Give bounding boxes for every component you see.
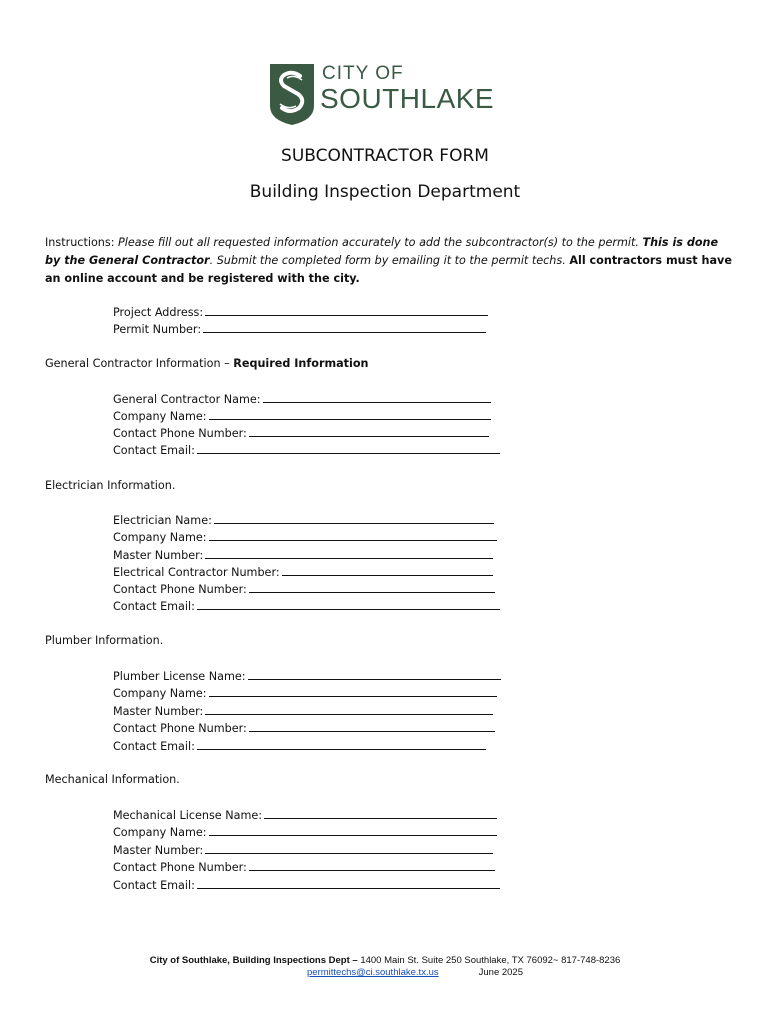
mech-license-label: Mechanical License Name: (113, 809, 263, 822)
footer-email-link[interactable]: permittechs@ci.southlake.tx.us (307, 967, 439, 978)
general-heading-required: Required Information (233, 357, 369, 370)
permit-number-field[interactable] (113, 320, 486, 338)
footer-row-2 (60, 967, 770, 979)
gc-email-field[interactable] (113, 441, 500, 459)
page-footer (0, 955, 770, 979)
elec-company-line[interactable] (209, 528, 497, 541)
form-subtitle: Building Inspection Department (249, 182, 521, 202)
instructions-text-2: . Submit the completed form by emailing it to the permit techs. (209, 254, 570, 267)
instructions-requirement: All contractors must have an online account and be registered with the city. (45, 254, 732, 285)
mech-license-field[interactable] (113, 806, 497, 824)
gc-name-field[interactable] (113, 390, 491, 408)
elec-contractor-line[interactable] (282, 563, 493, 576)
instructions-text-1: Please fill out all requested information accurately to add the subcontractor(s) to the permit. (118, 236, 643, 249)
gc-phone-line[interactable] (249, 424, 489, 437)
plumb-master-field[interactable] (113, 702, 493, 720)
permit-number-label: Permit Number: (113, 323, 202, 336)
mechanical-heading: Mechanical Information. (45, 773, 180, 786)
mech-master-label: Master Number: (113, 844, 204, 857)
elec-phone-field[interactable] (113, 580, 495, 598)
plumb-master-label: Master Number: (113, 705, 204, 718)
project-address-label: Project Address: (113, 306, 204, 319)
gc-name-label: General Contractor Name: (113, 393, 261, 406)
elec-name-line[interactable] (214, 511, 494, 524)
elec-name-field[interactable] (113, 511, 494, 529)
form-title: SUBCONTRACTOR FORM (281, 146, 489, 166)
mech-master-field[interactable] (113, 841, 493, 859)
permit-number-line[interactable] (203, 320, 486, 333)
elec-company-field[interactable] (113, 528, 497, 546)
project-address-line[interactable] (205, 303, 488, 316)
elec-master-label: Master Number: (113, 549, 204, 562)
mech-company-line[interactable] (209, 823, 497, 836)
mech-company-field[interactable] (113, 823, 497, 841)
plumb-master-line[interactable] (205, 702, 493, 715)
gc-company-label: Company Name: (113, 410, 207, 423)
elec-email-label: Contact Email: (113, 600, 195, 613)
mech-email-label: Contact Email: (113, 879, 195, 892)
plumb-company-field[interactable] (113, 684, 497, 702)
plumb-phone-line[interactable] (249, 719, 495, 732)
instructions-label: Instructions: (45, 236, 119, 249)
elec-email-field[interactable] (113, 597, 500, 615)
elec-company-label: Company Name: (113, 531, 207, 544)
instructions-emphasis: This is done by the General Contractor (45, 236, 719, 267)
logo-southlake: SOUTHLAKE (320, 83, 495, 114)
plumber-heading: Plumber Information. (45, 634, 164, 647)
footer-org: City of Southlake, Building Inspections Dept – (149, 955, 358, 966)
electrician-heading: Electrician Information. (45, 479, 176, 492)
plumb-email-line[interactable] (197, 737, 486, 750)
gc-name-line[interactable] (263, 390, 491, 403)
mech-phone-line[interactable] (249, 858, 495, 871)
city-logo (266, 62, 506, 126)
plumb-license-label: Plumber License Name: (113, 670, 246, 683)
plumb-license-line[interactable] (248, 667, 501, 680)
elec-phone-line[interactable] (249, 580, 495, 593)
plumb-phone-field[interactable] (113, 719, 495, 737)
footer-date: June 2025 (478, 967, 523, 978)
elec-master-line[interactable] (205, 546, 493, 559)
project-address-field[interactable] (113, 303, 488, 321)
southlake-s-emblem-icon (266, 62, 318, 126)
mech-license-line[interactable] (264, 806, 497, 819)
elec-contractor-label: Electrical Contractor Number: (113, 566, 280, 579)
gc-phone-field[interactable] (113, 424, 489, 442)
footer-address: 1400 Main St. Suite 250 Southlake, TX 76092~ 817-748-8236 (357, 955, 621, 966)
gc-email-line[interactable] (197, 441, 500, 454)
instructions (45, 234, 735, 288)
gc-company-line[interactable] (209, 407, 491, 420)
mech-phone-field[interactable] (113, 858, 495, 876)
general-heading-text: General Contractor Information – (45, 357, 234, 370)
mech-company-label: Company Name: (113, 826, 207, 839)
gc-email-label: Contact Email: (113, 444, 195, 457)
mech-email-line[interactable] (197, 876, 500, 889)
gc-phone-label: Contact Phone Number: (113, 427, 247, 440)
plumb-email-label: Contact Email: (113, 740, 195, 753)
elec-contractor-field[interactable] (113, 563, 493, 581)
elec-phone-label: Contact Phone Number: (113, 583, 247, 596)
plumb-company-line[interactable] (209, 684, 497, 697)
mech-phone-label: Contact Phone Number: (113, 861, 247, 874)
plumb-license-field[interactable] (113, 667, 501, 685)
plumb-phone-label: Contact Phone Number: (113, 722, 247, 735)
elec-name-label: Electrician Name: (113, 514, 212, 527)
elec-master-field[interactable] (113, 546, 493, 564)
elec-email-line[interactable] (197, 597, 500, 610)
plumb-email-field[interactable] (113, 737, 486, 755)
general-contractor-heading (45, 355, 369, 372)
mech-master-line[interactable] (205, 841, 493, 854)
plumb-company-label: Company Name: (113, 687, 207, 700)
mech-email-field[interactable] (113, 876, 500, 894)
gc-company-field[interactable] (113, 407, 491, 425)
logo-city-of: CITY OF (322, 63, 404, 84)
